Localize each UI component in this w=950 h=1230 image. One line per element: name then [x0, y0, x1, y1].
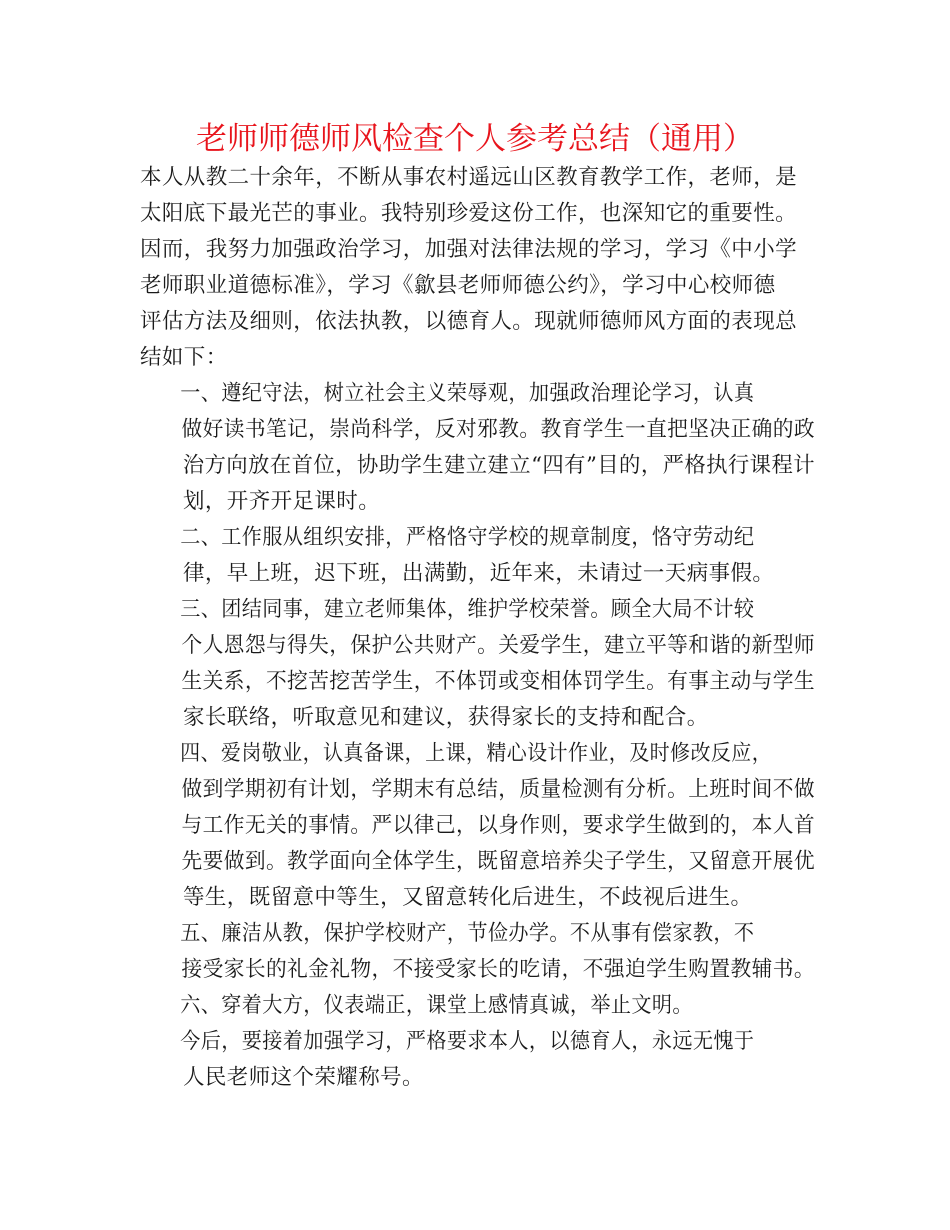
- document-title: 老师师德师风检查个人参考总结（通用）: [196, 121, 754, 157]
- text-line: 家长联络，听取意见和建议，获得家长的支持和配合。: [183, 705, 709, 730]
- paragraph: [140, 736, 815, 916]
- text-line: 评估方法及细则，依法执教，以德育人。现就师德师风方面的表现总: [140, 309, 798, 334]
- paragraph: [140, 1024, 815, 1096]
- text-line: 五、廉洁从教，保护学校财产，节俭办学。不从事有偿家教，不: [180, 921, 755, 946]
- paragraph: [140, 520, 815, 592]
- text-line: 一、遵纪守法，树立社会主义荣辱观，加强政治理论学习，认真: [180, 381, 755, 406]
- text-line: 做到学期初有计划，学期末有总结，质量检测有分析。上班时间不做: [181, 777, 816, 802]
- text-line: 本人从教二十余年，不断从事农村遥远山区教育教学工作，老师，是: [140, 165, 798, 190]
- text-line: 先要做到。教学面向全体学生，既留意培养尖子学生，又留意开展优: [181, 849, 816, 874]
- paragraph: [140, 592, 815, 736]
- text-line: 六、穿着大方，仪表端正，课堂上感情真诚，举止文明。: [180, 993, 693, 1018]
- text-line: 律，早上班，迟下班，出满勤，近年来，未请过一天病事假。: [183, 561, 775, 586]
- text-line: 治方向放在首位，协助学生建立建立“四有”目的，严格执行课程计: [182, 453, 815, 478]
- paragraph: [140, 988, 815, 1024]
- document-body: [140, 160, 815, 1096]
- paragraph: [140, 376, 815, 520]
- text-line: 二、工作服从组织安排，严格恪守学校的规章制度，恪守劳动纪: [180, 525, 755, 550]
- text-line: 太阳底下最光芒的事业。我特别珍爱这份工作，也深知它的重要性。: [140, 201, 798, 226]
- text-line: 四、爱岗敬业，认真备课，上课，精心设计作业，及时修改反应，: [180, 741, 773, 766]
- text-line: 接受家长的礼金礼物，不接受家长的吃请，不强迫学生购置教辅书。: [181, 957, 816, 982]
- text-line: 做好读书笔记，崇尚科学，反对邪教。教育学生一直把坚决正确的政: [181, 417, 816, 442]
- text-line: 人民老师这个荣耀称号。: [183, 1065, 424, 1090]
- text-line: 因而，我努力加强政治学习，加强对法律法规的学习，学习《中小学: [140, 237, 798, 262]
- text-line: 与工作无关的事情。严以律己，以身作则，要求学生做到的，本人首: [181, 813, 816, 838]
- paragraph: [140, 916, 815, 988]
- text-line: 三、团结同事，建立老师集体，维护学校荣誉。顾全大局不计较: [180, 597, 755, 622]
- text-line: 结如下：: [140, 345, 228, 370]
- text-line: 老师职业道德标准》，学习《歙县老师师德公约》，学习中心校师德: [140, 273, 776, 298]
- text-line: 个人恩怨与得失，保护公共财产。关爱学生，建立平等和谐的新型师: [181, 633, 816, 658]
- paragraph: [140, 160, 815, 376]
- text-line: 生关系，不挖苦挖苦学生，不体罚或变相体罚学生。有事主动与学生: [181, 669, 816, 694]
- text-line: 等生，既留意中等生，又留意转化后进生，不歧视后进生。: [183, 885, 753, 910]
- text-line: 划，开齐开足课时。: [183, 489, 381, 514]
- text-line: 今后，要接着加强学习，严格要求本人，以德育人，永远无愧于: [180, 1029, 755, 1054]
